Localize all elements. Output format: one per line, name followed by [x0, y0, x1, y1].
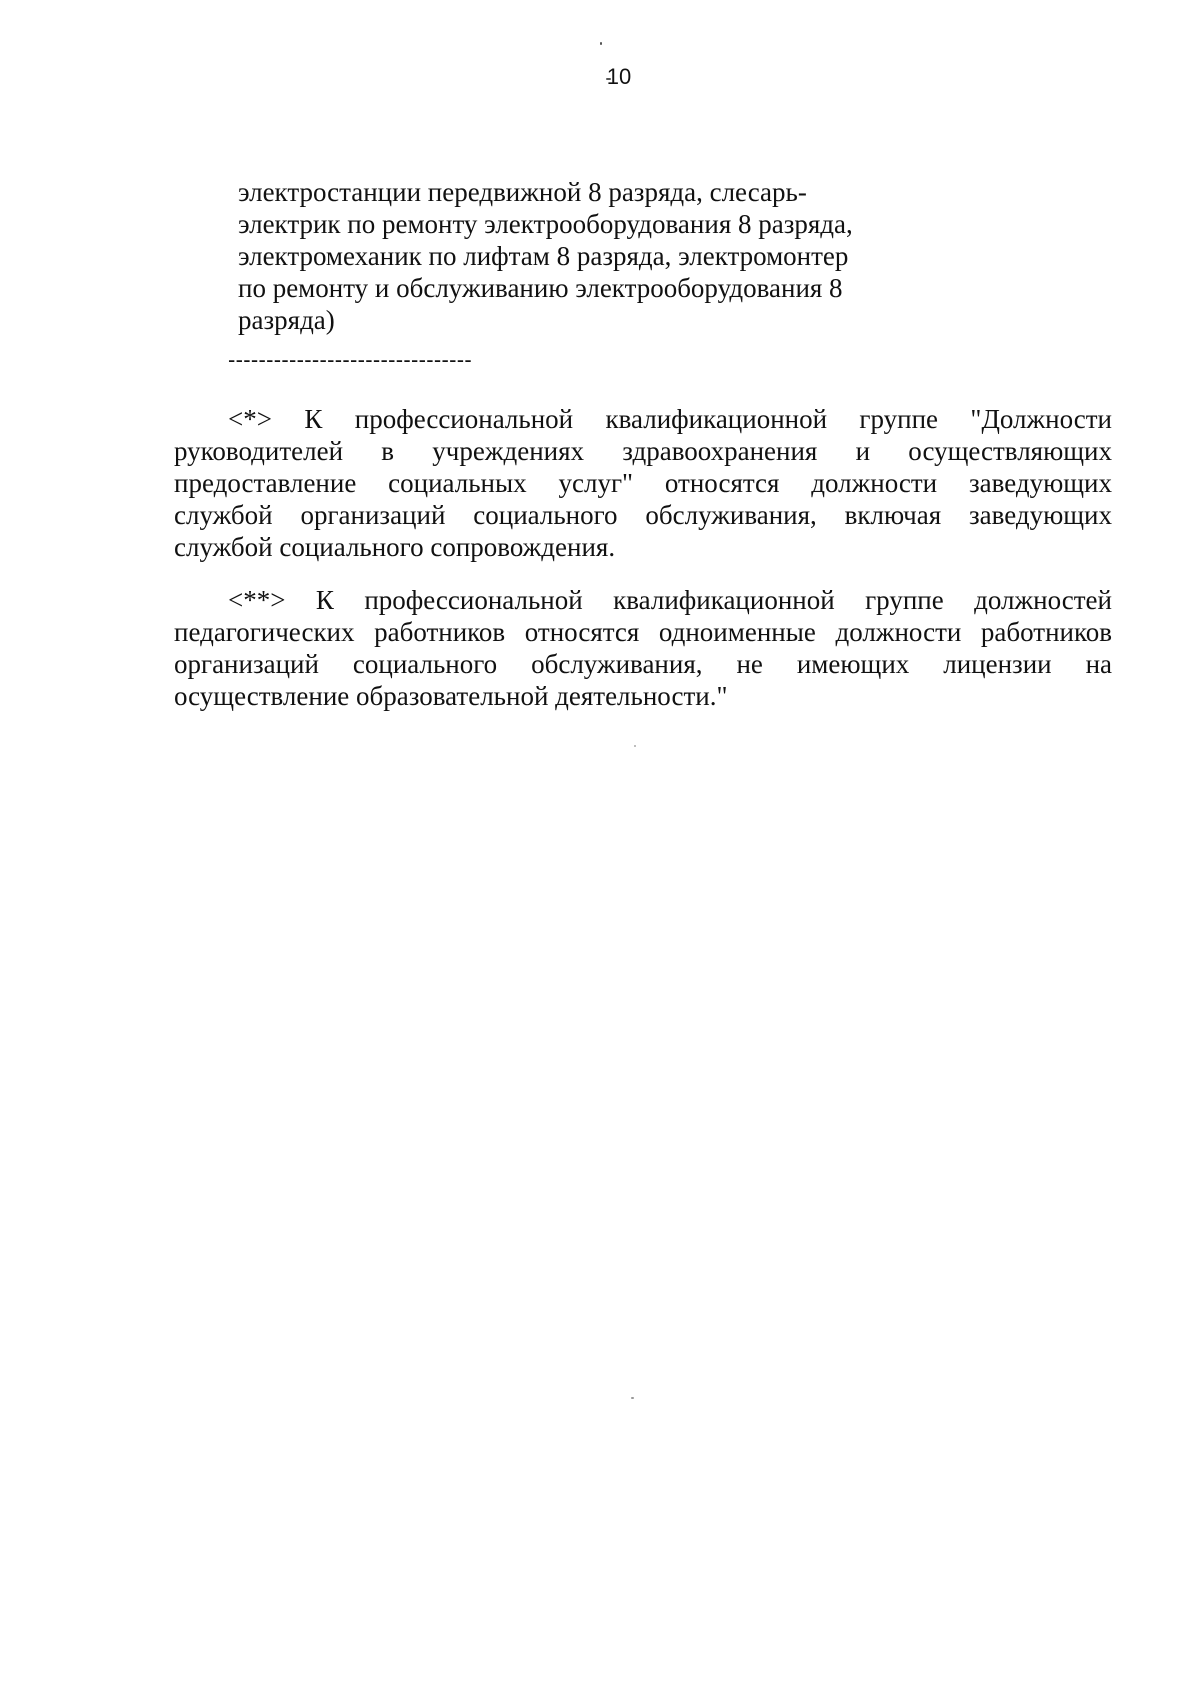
footnote-line: педагогических работников относятся одноименные должности работников: [174, 617, 1112, 647]
footnote-line: организаций социального обслуживания, не имеющих лицензии на: [174, 649, 1112, 679]
footnote-double-asterisk: [174, 584, 1112, 712]
text-line: электрик по ремонту электрооборудования 8 разряда,: [238, 209, 853, 239]
footnote-single-asterisk: [174, 403, 1112, 563]
text-line: по ремонту и обслуживанию электрооборудования 8: [238, 273, 843, 303]
text-line: электростанции передвижной 8 разряда, слесарь-: [238, 177, 807, 207]
footnote-separator: --------------------------------: [228, 347, 473, 372]
scan-speck: [631, 1397, 634, 1399]
footnote-line: службой организаций социального обслуживания, включая заведующих: [174, 500, 1112, 530]
text-line: электромеханик по лифтам 8 разряда, электромонтер: [238, 241, 849, 271]
scan-speck: [634, 745, 636, 747]
footnote-line: предоставление социальных услуг" относятся должности заведующих: [174, 468, 1112, 498]
footnote-line: руководителей в учреждениях здравоохранения и осуществляющих: [174, 436, 1112, 466]
footnote-line: <**> К профессиональной квалификационной группе должностей: [228, 585, 1112, 615]
footnote-line: осуществление образовательной деятельности.": [174, 681, 728, 711]
text-line: разряда): [238, 305, 335, 335]
footnote-line: службой социального сопровождения.: [174, 532, 616, 562]
footnote-line: <*> К профессиональной квалификационной группе "Должности: [228, 404, 1112, 434]
scan-speck: [600, 42, 602, 45]
continuation-paragraph: [238, 176, 898, 336]
page-number: 10: [606, 64, 632, 89]
